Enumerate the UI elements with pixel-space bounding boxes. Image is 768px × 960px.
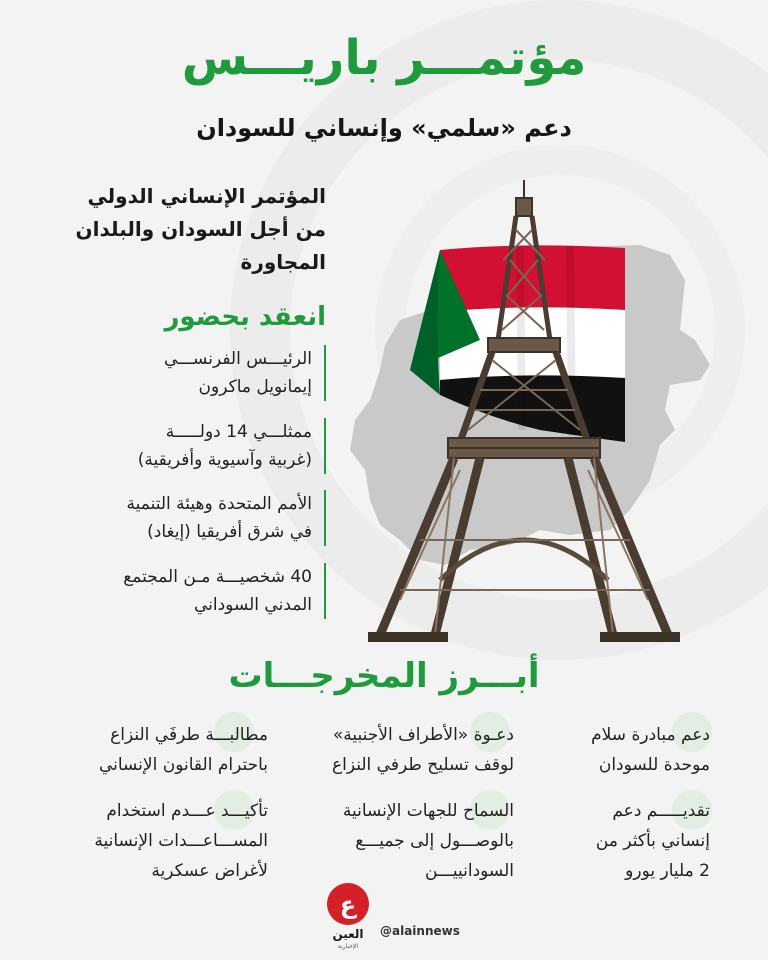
outcome-line: لوقف تسليح طرفي النزاع	[331, 755, 514, 775]
outcome-line: بالوصـــول إلى جميـــع	[355, 831, 514, 851]
outcome-line: المســـاعـــدات الإنسانية	[94, 831, 268, 851]
intro-line: المجاورة	[240, 250, 326, 274]
outcome-line: لأغراض عسكرية	[151, 861, 268, 881]
illustration	[340, 180, 740, 650]
outcome-line: باحترام القانون الإنساني	[98, 755, 268, 775]
outcomes-heading: أبـــرز المخرجـــات	[228, 656, 540, 696]
outcome-item	[48, 720, 268, 780]
alain-logo-icon	[322, 882, 374, 950]
social-handle: @alainnews	[380, 924, 460, 938]
outcome-line: تأكيـــد عـــدم استخدام	[106, 801, 268, 821]
outcome-line: السماح للجهات الإنسانية	[342, 801, 514, 821]
intro-line: المؤتمر الإنساني الدولي	[87, 184, 326, 208]
attendance-heading: انعقد بحضور	[164, 302, 326, 332]
attendance-line: 40 شخصيـــة مـن المجتمع	[123, 567, 312, 587]
outcome-item	[490, 796, 710, 886]
outcome-line: إنساني بأكثر من	[595, 831, 710, 851]
page-title: مؤتمـــر باريـــس	[181, 30, 587, 86]
intro-text	[26, 180, 326, 279]
attendance-line: ممثلـــي 14 دولـــــة	[165, 422, 312, 442]
outcome-item	[294, 796, 514, 886]
outcome-line: 2 مليار يورو	[625, 861, 710, 881]
attendance-line: الأمم المتحدة وهيئة التنمية	[126, 494, 312, 514]
logo-text: العين	[332, 927, 364, 941]
outcome-item	[490, 720, 710, 780]
attendance-item	[26, 418, 326, 474]
attendance-line: (غربية وآسيوية وأفريقية)	[137, 450, 312, 470]
attendance-line: في شرق أفريقيا (إيغاد)	[147, 522, 312, 542]
outcome-line: مطالبـــة طرفَي النزاع	[110, 725, 268, 745]
page-subtitle: دعم «سلمي» وإنساني للسودان	[196, 114, 572, 142]
attendance-item	[26, 490, 326, 546]
logo-subtext: الإخبارية	[337, 943, 359, 950]
outcome-line: تقديـــــم دعم	[612, 801, 710, 821]
svg-text:ع: ع	[339, 891, 357, 919]
attendance-item	[26, 563, 326, 619]
attendance-item	[26, 345, 326, 401]
outcome-line: دعـوة «الأطراف الأجنبية»	[332, 725, 514, 745]
intro-line: من أجل السودان والبلدان	[75, 217, 326, 241]
attendance-line: إيمانويل ماكرون	[198, 377, 312, 397]
outcome-line: موحدة للسودان	[598, 755, 710, 775]
outcome-line: السودانييـــن	[424, 861, 514, 881]
attendance-line: الرئيـــس الفرنســـي	[163, 349, 312, 369]
outcome-item	[294, 720, 514, 780]
outcome-item	[48, 796, 268, 886]
attendance-line: المدني السوداني	[193, 595, 312, 615]
alain-logo	[322, 882, 374, 950]
outcome-line: دعم مبادرة سلام	[591, 725, 710, 745]
